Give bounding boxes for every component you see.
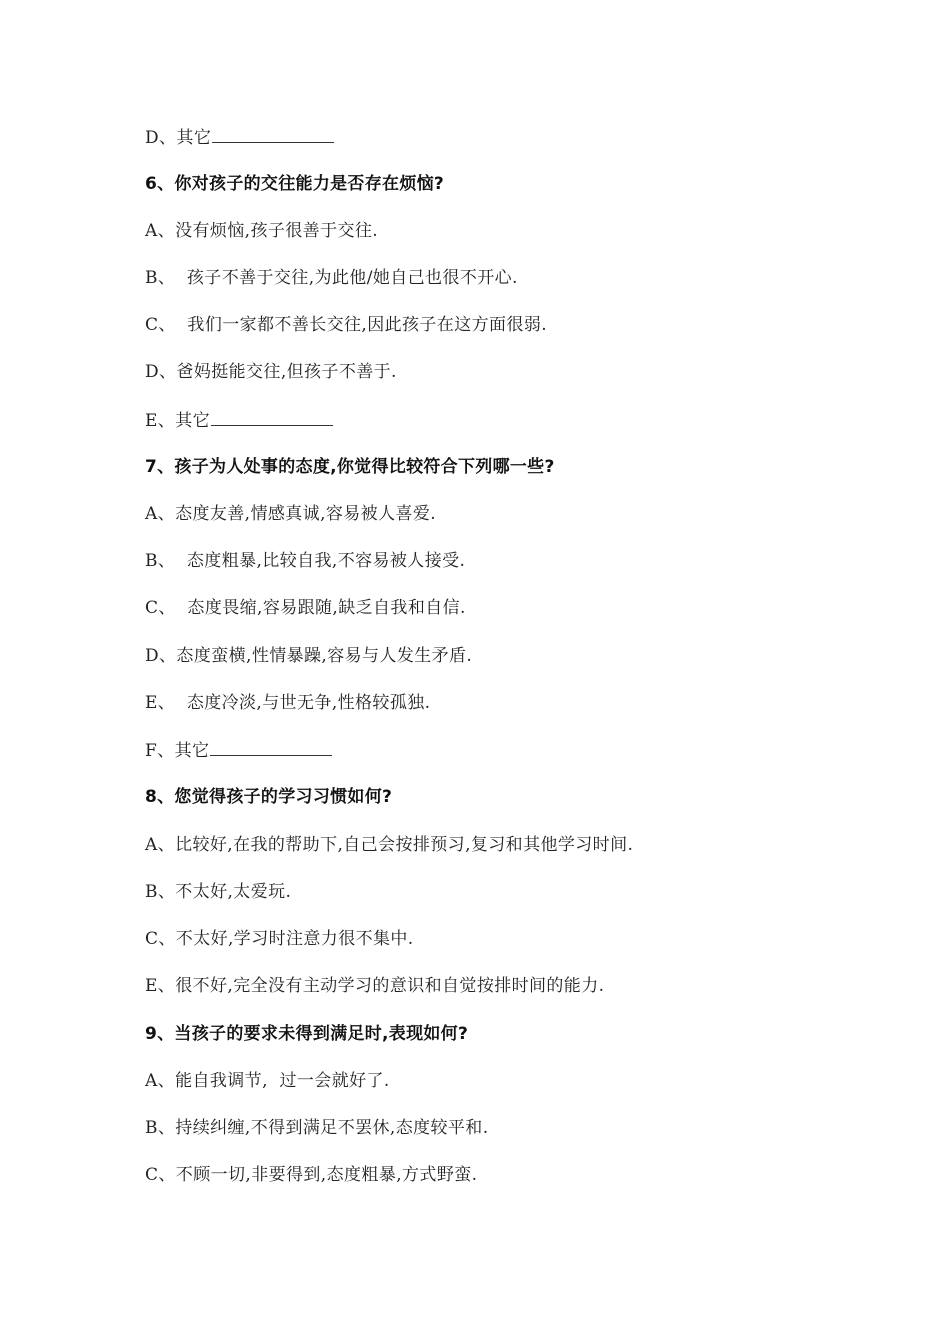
- option-6a: A、没有烦恼,孩子很善于交往.: [145, 221, 379, 241]
- option-8a: A、比较好,在我的帮助下,自己会按排预习,复习和其他学习时间.: [145, 835, 634, 855]
- option-7f: F、其它: [145, 739, 332, 762]
- question-8: 8、您觉得孩子的学习习惯如何?: [145, 787, 393, 807]
- option-6b: B、 孩子不善于交往,为此他/她自己也很不开心.: [145, 268, 518, 288]
- option-7d: D、态度蛮横,性情暴躁,容易与人发生矛盾.: [145, 646, 473, 666]
- option-9a: A、能自我调节, 过一会就好了.: [145, 1071, 390, 1091]
- option-6e: E、其它: [145, 409, 333, 432]
- answer-blank[interactable]: [210, 739, 332, 756]
- question-7: 7、孩子为人处事的态度,你觉得比较符合下列哪一些?: [145, 457, 555, 477]
- option-8b: B、不太好,太爱玩.: [145, 882, 292, 902]
- option-8c: C、不太好,学习时注意力很不集中.: [145, 929, 414, 949]
- option-6c: C、 我们一家都不善长交往,因此孩子在这方面很弱.: [145, 315, 548, 335]
- question-9: 9、当孩子的要求未得到满足时,表现如何?: [145, 1024, 469, 1044]
- option-8e: E、很不好,完全没有主动学习的意识和自觉按排时间的能力.: [145, 976, 605, 996]
- option-7e: E、 态度冷淡,与世无争,性格较孤独.: [145, 693, 431, 713]
- option-7a: A、态度友善,情感真诚,容易被人喜爱.: [145, 504, 437, 524]
- option-5d: D、其它: [145, 126, 334, 149]
- question-6: 6、你对孩子的交往能力是否存在烦恼?: [145, 174, 445, 194]
- option-9b: B、持续纠缠,不得到满足不罢休,态度较平和.: [145, 1118, 489, 1138]
- answer-blank[interactable]: [212, 126, 334, 143]
- answer-blank[interactable]: [211, 409, 333, 426]
- option-7b: B、 态度粗暴,比较自我,不容易被人接受.: [145, 551, 466, 571]
- option-9c: C、不顾一切,非要得到,态度粗暴,方式野蛮.: [145, 1165, 478, 1185]
- option-6d: D、爸妈挺能交往,但孩子不善于.: [145, 362, 397, 382]
- option-7c: C、 态度畏缩,容易跟随,缺乏自我和自信.: [145, 598, 466, 618]
